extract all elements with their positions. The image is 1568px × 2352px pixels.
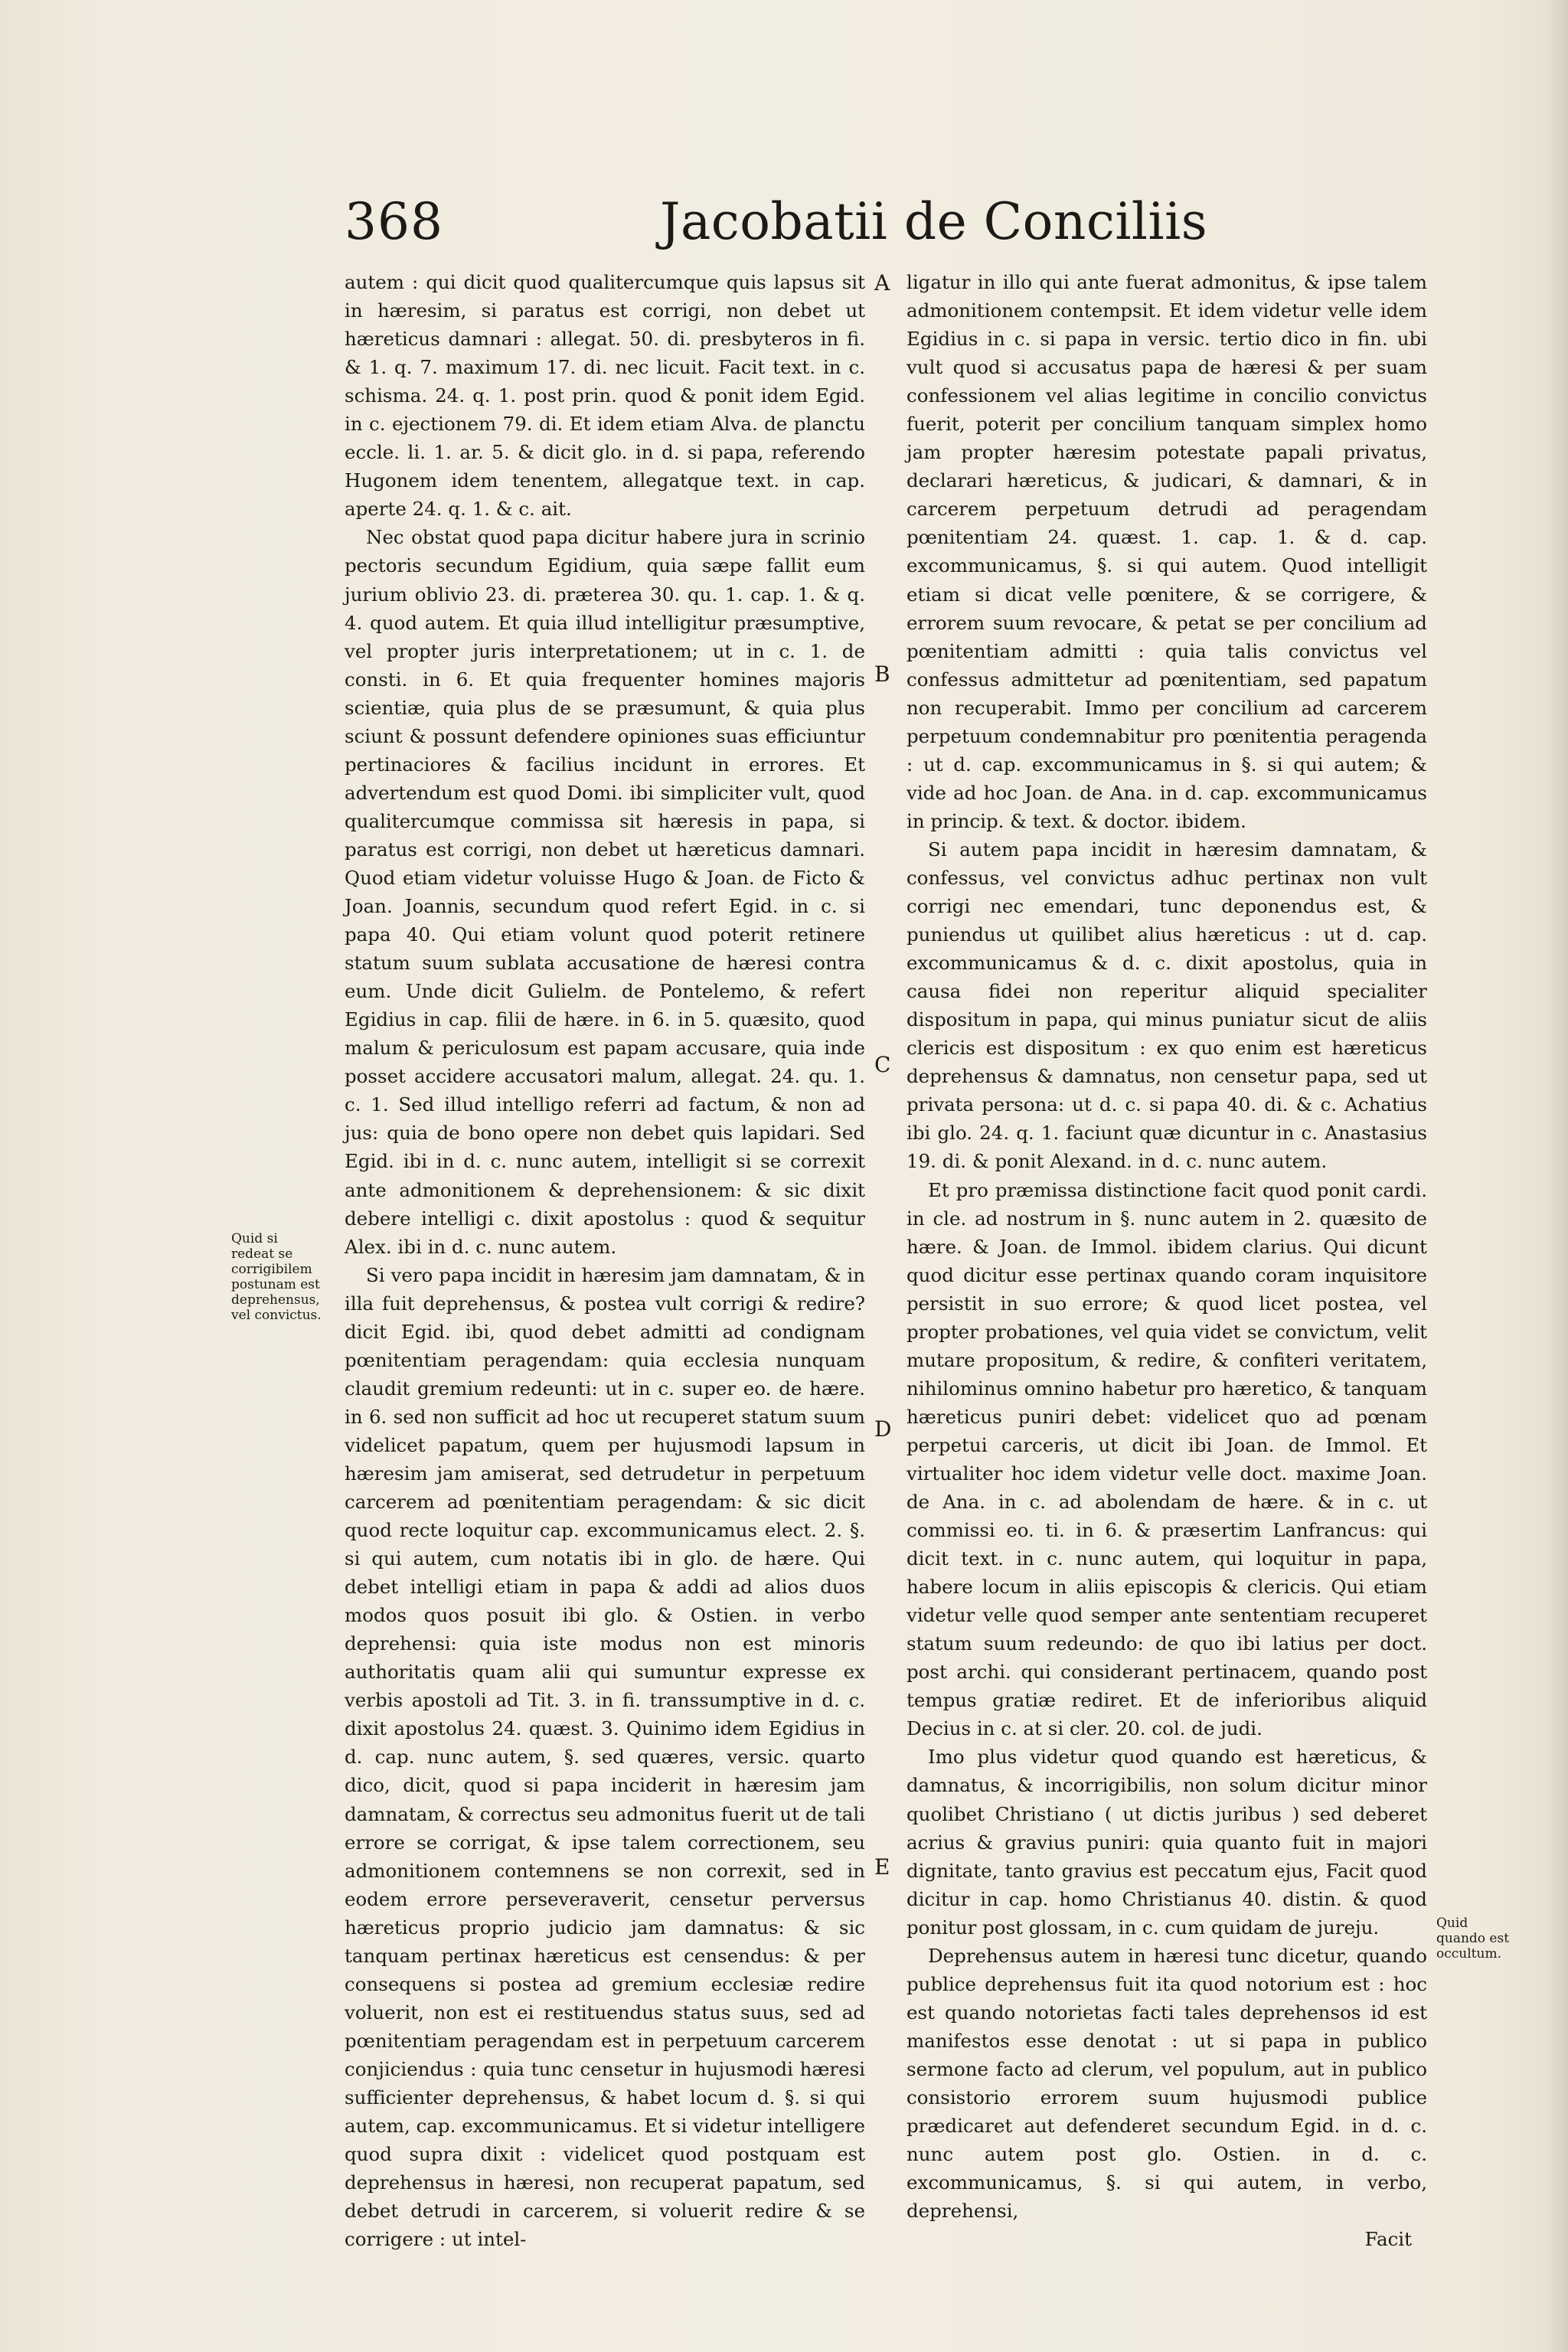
margin-note-left: Quid si redeat se corrigibilem postunam est deprehensus, vel convictus. — [231, 1231, 322, 1323]
right-paragraph-4: Imo plus videtur quod quando est hæreticus, & damnatus, & incorrigibilis, non solum dicitur minor quolibet Christiano ( ut dictis juribus ) sed deberet acrius & gravius puniri: quia quanto fuit in majori dignitate, tanto gravius est peccatum ejus, Facit quod dicitur in cap. homo Christianus 40. distin. & quod ponitur post glossam, in c. cum quidam de jureju. — [906, 1746, 1427, 1939]
section-marker-d: D — [874, 1416, 892, 1442]
left-paragraph-1: autem : qui dicit quod qualitercumque quis lapsus sit in hæresim, si paratus est corrigi, non debet ut hæreticus damnari : allegat. 50. di. presbyteros in fi. & 1. q. 7. maximum 17. di. nec licuit. Facit text. in c. schisma. 24. q. 1. post prin. quod & ponit idem Egid. in c. ejectionem 79. di. Et idem etiam Alva. de planctu eccle. li. 1. ar. 5. & dicit glo. in d. si papa, referendo Hugonem idem tenentem, allegatque text. in cap. aperte 24. q. 1. & c. ait. — [345, 271, 865, 521]
right-paragraph-5: Deprehensus autem in hæresi tunc dicetur, quando publice deprehensus fuit ita quod notorium est : hoc est quando notorietas facti tales deprehensos id est manifestos esse denotat : ut si papa in publico sermone facto ad clerum, vel populum, aut in publico consistorio errorem suum hujusmodi publice prædicaret aut defenderet secundum Egid. in d. c. nunc autem post glo. Ostien. in d. c. excommunicamus, §. si qui autem, in verbo, deprehensi, — [906, 1944, 1427, 2223]
margin-note-right: Quid quando est occultum. — [1436, 1916, 1510, 1962]
left-paragraph-2: Nec obstat quod papa dicitur habere jura in scrinio pectoris secundum Egidium, quia sæpe fallit eum jurium oblivio 23. di. præterea 30. qu. 1. cap. 1. & q. 4. quod autem. Et quia illud intelligitur præsumptive, vel propter juris interpretationem; ut in c. 1. de consti. in 6. Et quia frequenter homines majoris scientiæ, quia plus de se præsumunt, & quia plus sciunt & possunt defendere opiniones suas efficiuntur pertinaciores & facilius incidunt in errores. Et advertendum est quod Domi. ibi simpliciter vult, quod qualitercumque commissa sit hæresis in papa, si paratus est corrigi, non debet ut hæreticus damnari. Quod etiam videtur voluisse Hugo & Joan. de Ficto & Joan. Joannis, secundum quod refert Egid. in c. si papa 40. Qui etiam volunt quod poterit retinere statum suum sublata accusatione de hæresi contra eum. Unde dicit Gulielm. de Pontelemo, & refert Egidius in cap. filii de hære. in 6. in 5. quæsito, quod malum & periculosum est papam accusare, quia inde posset accidere accusatori malum, allegat. 24. qu. 1. c. 1. Sed illud intelligo referri ad factum, & non ad jus: quia de bono opere non debet quis lapidari. Sed Egid. ibi in d. c. nunc autem, intelligit si se correxit ante admonitionem & deprehensionem: & sic dixit debere intelligi c. dixit apostolus : quod & sequitur Alex. ibi in d. c. nunc autem. — [345, 526, 865, 1258]
catchword: Facit — [1364, 2228, 1412, 2251]
section-marker-c: C — [874, 1052, 891, 1077]
right-paragraph-1: ligatur in illo qui ante fuerat admonitus, & ipse talem admonitionem contempsit. Et idem videtur velle idem Egidius in c. si papa in versic. tertio dico in fin. ubi vult quod si accusatus papa de hæresi & per suam confessionem vel alias legitime in concilio convictus fuerit, poterit per concilium tanquam simplex homo jam propter hæresim potestate papali privatus, declarari hæreticus, & judicari, & damnari, & in carcerem perpetuum detrudi ad peragendam pœnitentiam 24. quæst. 1. cap. 1. & d. cap. excommunicamus, §. si qui autem. Quod intelligit etiam si dicat velle pœnitere, & se corrigere, & errorem suum revocare, & petat se per concilium ad pœnitentiam admitti : quia talis convictus vel confessus admittetur ad pœnitentiam, sed papatum non recuperabit. Immo per concilium ad carcerem perpetuum condemnabitur pro pœnitentia peragenda : ut d. cap. excommunicamus in §. si qui autem; & vide ad hoc Joan. de Ana. in d. cap. excommunicamus in princip. & text. & doctor. ibidem. — [906, 271, 1427, 832]
right-paragraph-2: Si autem papa incidit in hæresim damnatam, & confessus, vel convictus adhuc pertinax non vult corrigi nec emendari, tunc deponendus est, & puniendus ut quilibet alius hæreticus : ut d. cap. excommunicamus & d. c. dixit apostolus, quia in causa fidei non reperitur aliquid specialiter dispositum in papa, qui minus puniatur sicut de aliis clericis est dispositum : ex quo enim est hæreticus deprehensus & damnatus, non censetur papa, sed ut privata persona: ut d. c. si papa 40. di. & c. Achatius ibi glo. 24. q. 1. faciunt quæ dicuntur in c. Anastasius 19. di. & ponit Alexand. in d. c. nunc autem. — [906, 838, 1427, 1173]
page-number: 368 — [345, 192, 443, 251]
running-title: Jacobatii de Conciliis — [660, 192, 1208, 251]
left-paragraph-3: Si vero papa incidit in hæresim jam damnatam, & in illa fuit deprehensus, & postea vult corrigi & redire? dicit Egid. ibi, quod debet admitti ad condignam pœnitentiam peragendam: quia ecclesia nunquam claudit gremium redeunti: ut in c. super eo. de hære. in 6. sed non sufficit ad hoc ut recuperet statum suum videlicet papatum, quem per hujusmodi lapsum in hæresim jam amiserat, sed detrudetur in perpetuum carcerem ad pœnitentiam peragendam: & sic dicit quod recte loquitur cap. excommunicamus elect. 2. §. si qui autem, cum notatis ibi in glo. de hære. Qui debet intelligi etiam in papa & addi ad alios duos modos quos posuit ibi glo. & Ostien. in verbo deprehensi: quia iste modus non est minoris authoritatis quam alii qui sumuntur expresse ex verbis apostoli ad Tit. 3. in fi. transsumptive in d. c. dixit apostolus 24. quæst. 3. Quinimo idem Egidius in d. cap. nunc autem, §. sed quæres, versic. quarto dico, dicit, quod si papa inciderit in hæresim jam damnatam, & correctus seu admonitus fuerit ut de tali errore se corrigat, & ipse talem correctionem, seu admonitionem contemnens se non correxit, sed in eodem errore perseveraverit, censetur perversus hæreticus proprio judicio jam damnatus: & sic tanquam pertinax hæreticus est censendus: & per consequens si postea ad gremium ecclesiæ redire voluerit, non est ei restituendus status suus, sed ad pœnitentiam peragendam est in perpetuum carcerem conjiciendus : quia tunc censetur in hujusmodi hæresi sufficienter deprehensus, & habet locum d. §. si qui autem, cap. excommunicamus. Et si videtur intelligere quod supra dixit : videlicet quod postquam est deprehensus in hæresi, non recuperat papatum, sed debet detrudi in carcerem, si voluerit redire & se corrigere : ut intel- — [345, 1263, 865, 2251]
page-edge-shadow — [1547, 0, 1568, 2352]
section-marker-b: B — [874, 662, 890, 687]
right-column — [906, 268, 1427, 2253]
right-paragraph-3: Et pro præmissa distinctione facit quod ponit cardi. in cle. ad nostrum in §. nunc autem in 2. quæsito de hære. & Joan. de Immol. ibidem clarius. Qui dicunt quod dicitur esse pertinax quando coram inquisitore persistit in suo errore; & quod licet postea, vel propter probationes, vel quia videt se convictum, velit mutare propositum, & redire, & confiteri veritatem, nihilominus omnino habetur pro hæretico, & tanquam hæreticus puniri debet: videlicet quo ad pœnam perpetui carceris, ut dicit ibi Joan. de Immol. Et virtualiter hoc idem videtur velle doct. maxime Joan. de Ana. in c. ad abolendam de hære. & in c. ut commissi eo. ti. in 6. & præsertim Lanfrancus: qui dicit text. in c. nunc autem, qui loquitur in papa, habere locum in aliis episcopis & clericis. Qui etiam videtur velle quod semper ante sententiam recuperet statum suum redeundo: de quo ibi latius per doct. post archi. qui considerant pertinacem, quando post tempus gratiæ rediret. Et de inferioribus aliquid Decius in c. at si cler. 20. col. de judi. — [906, 1178, 1427, 1740]
section-marker-e: E — [874, 1854, 890, 1880]
section-marker-a: A — [874, 270, 890, 296]
page-header — [345, 191, 1263, 260]
left-column — [345, 268, 865, 2253]
